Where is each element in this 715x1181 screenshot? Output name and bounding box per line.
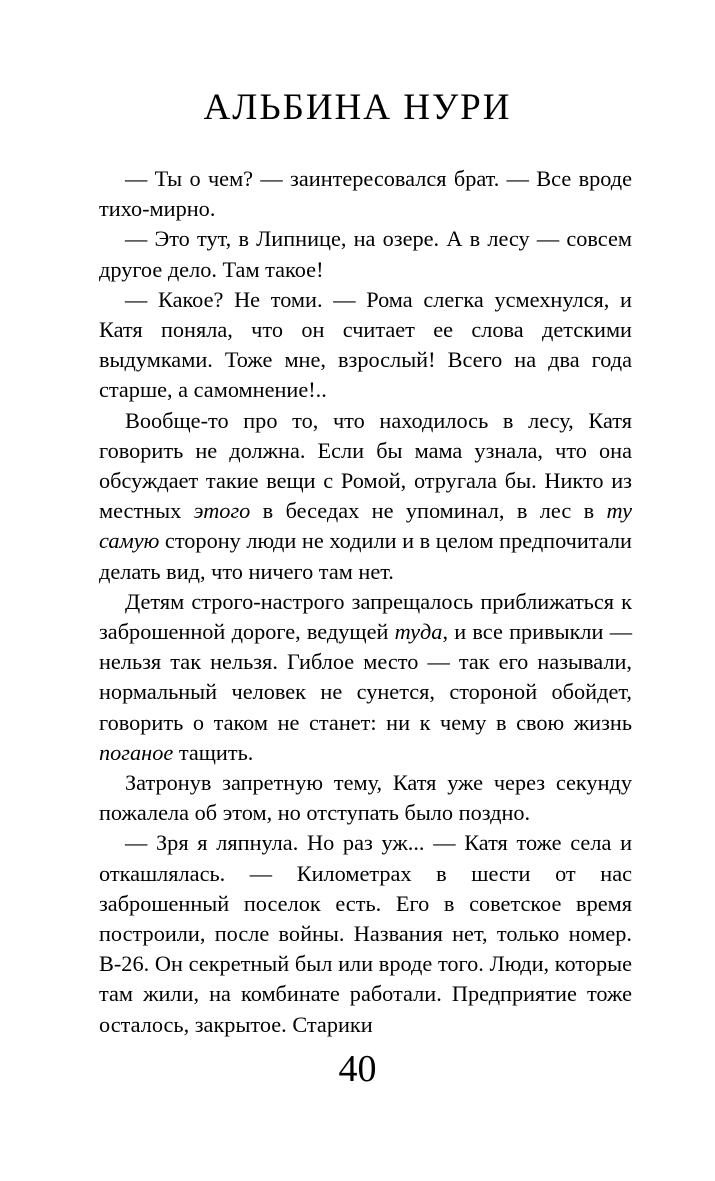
italic-text: поганое	[99, 739, 174, 765]
italic-text: этого	[193, 498, 251, 524]
text-segment: сторону люди не ходили и в целом предпочитали делать вид, что ничего там нет.	[99, 528, 632, 584]
paragraph	[99, 285, 632, 406]
text-segment: — Ты о чем? — заинтересовался брат. — Все вроде тихо-мирно.	[99, 166, 632, 222]
paragraph	[99, 768, 632, 828]
page-body	[99, 164, 632, 1040]
italic-text: туда	[394, 619, 443, 645]
text-segment: Вообще-то про то, что находилось в лесу, Катя говорить не должна. Если бы мама узнала, что она обсуждает такие вещи с Ромой, отругала бы. Никто из местных	[99, 407, 632, 524]
paragraph	[99, 164, 632, 224]
text-segment: — Какое? Не томи. — Рома слегка усмехнулся, и Катя поняла, что он считает ее слова детскими выдумками. Тоже мне, взрослый! Всего на два года старше, а самомнение!..	[99, 286, 632, 403]
page-number: 40	[338, 1048, 377, 1090]
paragraph	[99, 587, 632, 768]
italic-text: ту самую	[99, 498, 632, 554]
text-segment: тащить.	[173, 739, 254, 765]
paragraph	[99, 828, 632, 1039]
paragraph	[99, 224, 632, 284]
text-segment: в беседах не упоминал, в лес в	[250, 498, 607, 524]
running-head: АЛЬБИНА НУРИ	[203, 87, 512, 128]
text-segment: — Это тут, в Липнице, на озере. А в лесу — совсем другое дело. Там такое!	[99, 226, 632, 282]
paragraph	[99, 406, 632, 587]
text-segment: , и все привыкли — нельзя так нельзя. Гиблое место — так его называли, нормальный человек не сунется, стороной обойдет, говорить о таком не станет: ни к чему в свою жизнь	[99, 619, 632, 735]
text-segment: Затронув запретную тему, Катя уже через секунду пожалела об этом, но отступать было поздно.	[99, 770, 632, 826]
text-segment: — Зря я ляпнула. Но раз уж... — Катя тоже села и откашлялась. — Километрах в шести от нас заброшенный поселок есть. Его в советское время построили, после войны. Названия нет, только номер. В-26. Он секретный был или вроде того. Люди, которые там жили, на комбинате работали. Предприятие тоже осталось, закрытое. Старики	[99, 830, 632, 1037]
text-segment: Детям строго-настрого запрещалось приближаться к заброшенной дороге, ведущей	[99, 588, 632, 645]
